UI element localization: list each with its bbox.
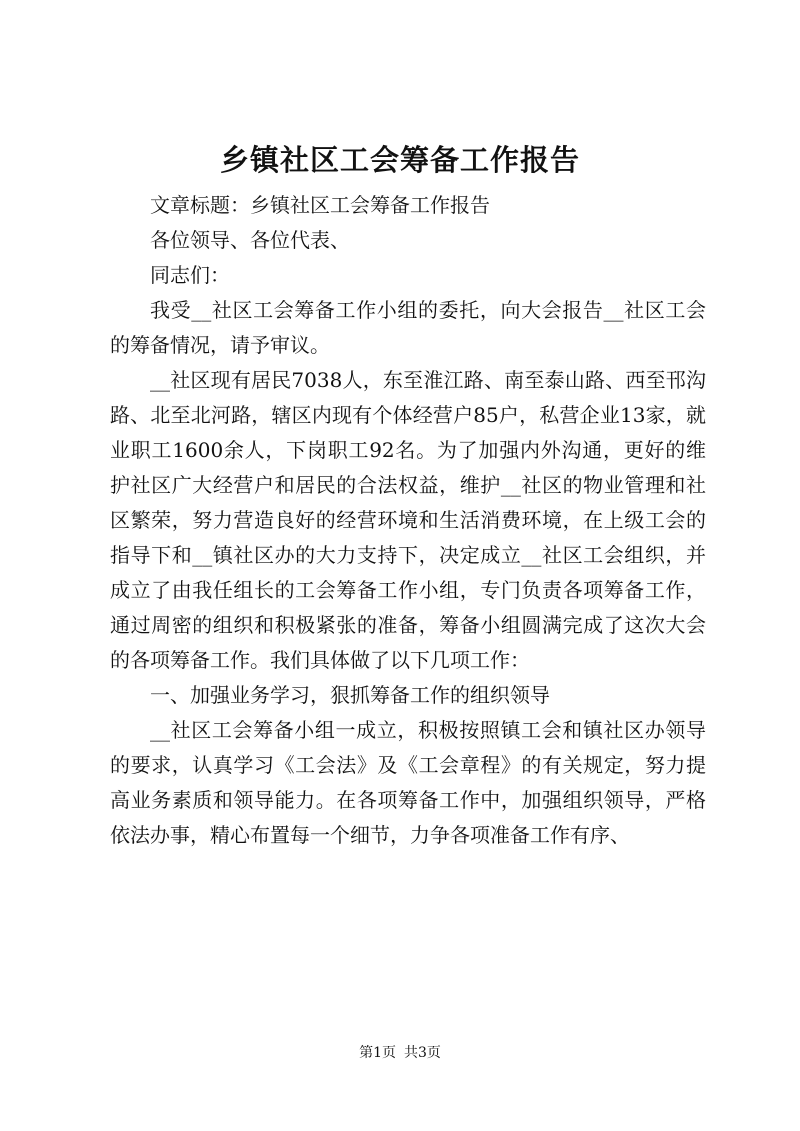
paragraph-intro: 我受__社区工会筹备工作小组的委托，向大会报告__社区工会的筹备情况，请予审议。 [110,298,706,357]
section-heading-1: 一、加强业务学习，狠抓筹备工作的组织领导 [150,683,550,707]
document-body [110,188,706,853]
paragraph-section-1: __社区工会筹备小组一成立，积极按照镇工会和镇社区办领导的要求，认真学习《工会法》及《工会章程》的有关规定，努力提高业务素质和领导能力。在各项筹备工作中，加强组织领导，严格依法办事，精心布置每一个细节，力争各项准备工作有序、 [110,718,706,847]
page-total: 共3页 [404,1045,441,1061]
paragraph-community-overview: __社区现有居民7038人，东至淮江路、南至泰山路、西至邗沟路、北至北河路，辖区内现有个体经营户85户，私营企业13家，就业职工1600余人，下岗职工92名。为了加强内外沟通，更好的维护社区广大经营户和居民的合法权益，维护__社区的物业管理和社区繁荣，努力营造良好的经营环境和生活消费环境，在上级工会的指导下和__镇社区办的大力支持下，决定成立__社区工会组织，并成立了由我任组长的工会筹备工作小组，专门负责各项筹备工作，通过周密的组织和积极紧张的准备，筹备小组圆满完成了这次大会的各项筹备工作。我们具体做了以下几项工作： [110,368,706,672]
paragraph-salutation-comrades: 同志们： [150,263,230,287]
page-footer [0,1043,800,1063]
paragraph-article-title: 文章标题：乡镇社区工会筹备工作报告 [150,193,490,217]
paragraph-salutation: 各位领导、各位代表、 [150,228,350,252]
document-title: 乡镇社区工会筹备工作报告 [219,143,580,177]
page-number: 第1页 [359,1045,396,1061]
